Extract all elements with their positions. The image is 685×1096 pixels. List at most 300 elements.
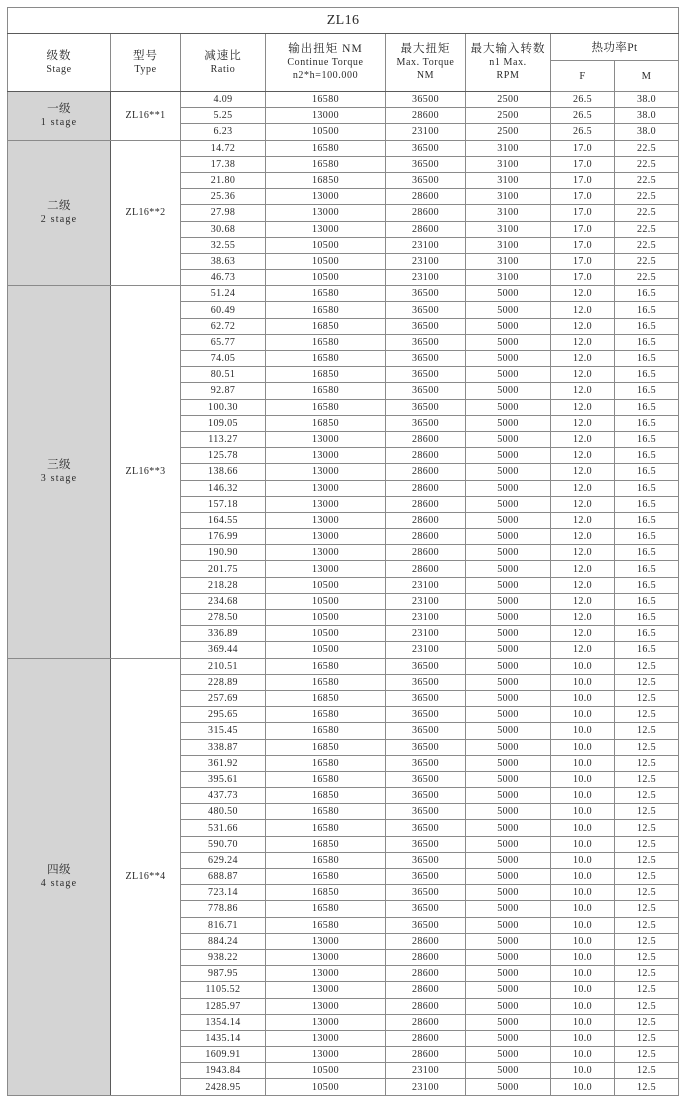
thermal-m-value: 12.5 xyxy=(615,869,679,885)
thermal-f-value: 17.0 xyxy=(551,205,615,221)
thermal-m-value: 12.5 xyxy=(615,949,679,965)
thermal-f-value: 17.0 xyxy=(551,140,615,156)
max-rpm-value: 5000 xyxy=(466,723,551,739)
max-rpm-value: 5000 xyxy=(466,966,551,982)
thermal-f-value: 10.0 xyxy=(551,1063,615,1079)
thermal-m-value: 12.5 xyxy=(615,820,679,836)
thermal-m-value: 16.5 xyxy=(615,448,679,464)
thermal-m-value: 12.5 xyxy=(615,885,679,901)
thermal-f-value: 12.0 xyxy=(551,351,615,367)
max-rpm-value: 2500 xyxy=(466,124,551,140)
max-rpm-value: 3100 xyxy=(466,156,551,172)
max-rpm-value: 5000 xyxy=(466,383,551,399)
max-torque-value: 28600 xyxy=(386,221,466,237)
thermal-f-value: 12.0 xyxy=(551,529,615,545)
thermal-f-value: 12.0 xyxy=(551,302,615,318)
thermal-m-value: 16.5 xyxy=(615,351,679,367)
thermal-m-value: 12.5 xyxy=(615,836,679,852)
ratio-value: 1943.84 xyxy=(181,1063,266,1079)
ratio-value: 278.50 xyxy=(181,610,266,626)
continue-torque-value: 10500 xyxy=(266,1079,386,1095)
thermal-m-value: 12.5 xyxy=(615,966,679,982)
max-rpm-value: 5000 xyxy=(466,820,551,836)
max-rpm-value: 5000 xyxy=(466,998,551,1014)
thermal-m-value: 12.5 xyxy=(615,1030,679,1046)
stage-cell-1 xyxy=(8,92,111,141)
max-torque-value: 36500 xyxy=(386,658,466,674)
continue-torque-value: 13000 xyxy=(266,545,386,561)
max-rpm-value: 5000 xyxy=(466,399,551,415)
max-torque-value: 36500 xyxy=(386,739,466,755)
ratio-value: 437.73 xyxy=(181,788,266,804)
max-rpm-value: 5000 xyxy=(466,788,551,804)
max-rpm-value: 5000 xyxy=(466,318,551,334)
max-torque-value: 36500 xyxy=(386,156,466,172)
thermal-f-value: 17.0 xyxy=(551,221,615,237)
max-rpm-value: 5000 xyxy=(466,496,551,512)
max-rpm-value: 2500 xyxy=(466,92,551,108)
column-header-thermal-power: 热功率Pt xyxy=(551,34,679,61)
table-row xyxy=(8,286,679,302)
stage-cell-4 xyxy=(8,658,111,1095)
ratio-value: 1609.91 xyxy=(181,1047,266,1063)
column-header-type xyxy=(111,34,181,92)
ratio-value: 1105.52 xyxy=(181,982,266,998)
thermal-m-value: 16.5 xyxy=(615,431,679,447)
continue-torque-value: 13000 xyxy=(266,464,386,480)
thermal-m-value: 12.5 xyxy=(615,690,679,706)
max-rpm-value: 5000 xyxy=(466,690,551,706)
thermal-f-value: 10.0 xyxy=(551,998,615,1014)
max-torque-value: 36500 xyxy=(386,334,466,350)
document-title: ZL16 xyxy=(8,8,679,34)
max-torque-value: 36500 xyxy=(386,836,466,852)
max-rpm-value: 5000 xyxy=(466,415,551,431)
max-rpm-value: 5000 xyxy=(466,626,551,642)
max-rpm-value: 3100 xyxy=(466,253,551,269)
max-rpm-value: 5000 xyxy=(466,739,551,755)
thermal-f-value: 10.0 xyxy=(551,933,615,949)
thermal-m-value: 12.5 xyxy=(615,739,679,755)
thermal-f-value: 12.0 xyxy=(551,480,615,496)
thermal-m-value: 12.5 xyxy=(615,901,679,917)
stage-label-cn: 三级 xyxy=(47,458,71,471)
type-cell-2: ZL16**2 xyxy=(111,140,181,286)
max-rpm-value: 5000 xyxy=(466,755,551,771)
max-rpm-value: 5000 xyxy=(466,885,551,901)
ratio-value: 138.66 xyxy=(181,464,266,480)
continue-torque-value: 13000 xyxy=(266,1014,386,1030)
ratio-value: 201.75 xyxy=(181,561,266,577)
ratio-value: 338.87 xyxy=(181,739,266,755)
thermal-f-value: 12.0 xyxy=(551,593,615,609)
ratio-value: 92.87 xyxy=(181,383,266,399)
thermal-f-value: 10.0 xyxy=(551,804,615,820)
ratio-value: 176.99 xyxy=(181,529,266,545)
thermal-m-value: 12.5 xyxy=(615,1063,679,1079)
ratio-value: 210.51 xyxy=(181,658,266,674)
ratio-value: 6.23 xyxy=(181,124,266,140)
thermal-f-value: 10.0 xyxy=(551,788,615,804)
thermal-f-value: 12.0 xyxy=(551,318,615,334)
thermal-m-value: 16.5 xyxy=(615,545,679,561)
max-rpm-value: 5000 xyxy=(466,448,551,464)
continue-torque-value: 16580 xyxy=(266,917,386,933)
ratio-value: 113.27 xyxy=(181,431,266,447)
thermal-f-value: 10.0 xyxy=(551,1014,615,1030)
max-rpm-value: 3100 xyxy=(466,172,551,188)
max-torque-value: 28600 xyxy=(386,545,466,561)
continue-torque-value: 16850 xyxy=(266,788,386,804)
continue-torque-value: 10500 xyxy=(266,642,386,658)
type-cell-4: ZL16**4 xyxy=(111,658,181,1095)
max-torque-value: 28600 xyxy=(386,512,466,528)
max-torque-value: 28600 xyxy=(386,431,466,447)
thermal-m-value: 12.5 xyxy=(615,1014,679,1030)
max-torque-value: 36500 xyxy=(386,707,466,723)
ratio-value: 531.66 xyxy=(181,820,266,836)
ratio-value: 590.70 xyxy=(181,836,266,852)
max-rpm-value: 5000 xyxy=(466,836,551,852)
continue-torque-value: 13000 xyxy=(266,189,386,205)
ratio-value: 65.77 xyxy=(181,334,266,350)
thermal-f-value: 10.0 xyxy=(551,707,615,723)
stage-label-en: 3 stage xyxy=(40,472,78,484)
continue-torque-value: 10500 xyxy=(266,270,386,286)
header-ratio-en: Ratio xyxy=(210,63,236,75)
max-rpm-value: 3100 xyxy=(466,221,551,237)
continue-torque-value: 10500 xyxy=(266,124,386,140)
max-torque-value: 23100 xyxy=(386,270,466,286)
continue-torque-value: 10500 xyxy=(266,593,386,609)
max-torque-value: 36500 xyxy=(386,92,466,108)
thermal-f-value: 10.0 xyxy=(551,674,615,690)
thermal-f-value: 10.0 xyxy=(551,885,615,901)
ratio-value: 38.63 xyxy=(181,253,266,269)
thermal-m-value: 12.5 xyxy=(615,707,679,723)
thermal-m-value: 12.5 xyxy=(615,852,679,868)
thermal-m-value: 16.5 xyxy=(615,415,679,431)
thermal-f-value: 10.0 xyxy=(551,901,615,917)
continue-torque-value: 10500 xyxy=(266,610,386,626)
ratio-value: 146.32 xyxy=(181,480,266,496)
thermal-m-value: 16.5 xyxy=(615,529,679,545)
ratio-value: 5.25 xyxy=(181,108,266,124)
max-torque-value: 28600 xyxy=(386,1014,466,1030)
max-rpm-value: 5000 xyxy=(466,804,551,820)
max-torque-value: 28600 xyxy=(386,966,466,982)
continue-torque-value: 16580 xyxy=(266,92,386,108)
stage-label-cn: 二级 xyxy=(47,199,71,212)
thermal-f-value: 12.0 xyxy=(551,383,615,399)
header-row-main xyxy=(8,34,679,61)
ratio-value: 361.92 xyxy=(181,755,266,771)
max-torque-value: 36500 xyxy=(386,901,466,917)
max-torque-value: 28600 xyxy=(386,1047,466,1063)
max-torque-value: 28600 xyxy=(386,464,466,480)
column-header-continue-torque xyxy=(266,34,386,92)
thermal-f-value: 10.0 xyxy=(551,658,615,674)
continue-torque-value: 13000 xyxy=(266,205,386,221)
thermal-m-value: 22.5 xyxy=(615,205,679,221)
max-torque-value: 28600 xyxy=(386,561,466,577)
max-rpm-value: 5000 xyxy=(466,1063,551,1079)
max-rpm-value: 5000 xyxy=(466,351,551,367)
max-rpm-value: 2500 xyxy=(466,108,551,124)
continue-torque-value: 16850 xyxy=(266,739,386,755)
continue-torque-value: 13000 xyxy=(266,448,386,464)
max-rpm-value: 5000 xyxy=(466,707,551,723)
max-torque-value: 23100 xyxy=(386,593,466,609)
continue-torque-value: 10500 xyxy=(266,626,386,642)
type-cell-3: ZL16**3 xyxy=(111,286,181,658)
thermal-f-value: 10.0 xyxy=(551,836,615,852)
max-rpm-value: 5000 xyxy=(466,334,551,350)
header-max-torque-cn: 最大扭矩 xyxy=(400,43,451,55)
continue-torque-value: 16580 xyxy=(266,723,386,739)
header-type-cn: 型号 xyxy=(133,49,158,62)
header-stage-en: Stage xyxy=(46,63,72,75)
column-header-max-torque xyxy=(386,34,466,92)
continue-torque-value: 10500 xyxy=(266,577,386,593)
thermal-f-value: 10.0 xyxy=(551,1030,615,1046)
max-rpm-value: 5000 xyxy=(466,1047,551,1063)
max-torque-value: 36500 xyxy=(386,788,466,804)
max-torque-value: 36500 xyxy=(386,820,466,836)
ratio-value: 80.51 xyxy=(181,367,266,383)
thermal-m-value: 16.5 xyxy=(615,610,679,626)
thermal-m-value: 22.5 xyxy=(615,270,679,286)
thermal-m-value: 16.5 xyxy=(615,367,679,383)
max-torque-value: 36500 xyxy=(386,917,466,933)
max-torque-value: 28600 xyxy=(386,496,466,512)
continue-torque-value: 13000 xyxy=(266,1047,386,1063)
thermal-f-value: 10.0 xyxy=(551,771,615,787)
thermal-f-value: 12.0 xyxy=(551,626,615,642)
continue-torque-value: 13000 xyxy=(266,982,386,998)
ratio-value: 14.72 xyxy=(181,140,266,156)
stage-cell-2 xyxy=(8,140,111,286)
ratio-value: 27.98 xyxy=(181,205,266,221)
max-torque-value: 28600 xyxy=(386,998,466,1014)
ratio-value: 816.71 xyxy=(181,917,266,933)
max-torque-value: 28600 xyxy=(386,205,466,221)
ratio-value: 228.89 xyxy=(181,674,266,690)
max-rpm-value: 5000 xyxy=(466,577,551,593)
continue-torque-value: 16580 xyxy=(266,383,386,399)
continue-torque-value: 16580 xyxy=(266,302,386,318)
max-rpm-value: 5000 xyxy=(466,610,551,626)
max-torque-value: 36500 xyxy=(386,140,466,156)
ratio-value: 109.05 xyxy=(181,415,266,431)
thermal-f-value: 17.0 xyxy=(551,253,615,269)
continue-torque-value: 13000 xyxy=(266,966,386,982)
continue-torque-value: 13000 xyxy=(266,1030,386,1046)
thermal-f-value: 12.0 xyxy=(551,334,615,350)
thermal-m-value: 16.5 xyxy=(615,496,679,512)
ratio-value: 257.69 xyxy=(181,690,266,706)
max-torque-value: 23100 xyxy=(386,1063,466,1079)
max-torque-value: 23100 xyxy=(386,1079,466,1095)
table-body xyxy=(8,92,679,1096)
title-row xyxy=(8,8,679,34)
max-torque-value: 28600 xyxy=(386,949,466,965)
max-rpm-value: 5000 xyxy=(466,286,551,302)
thermal-f-value: 17.0 xyxy=(551,156,615,172)
thermal-m-value: 22.5 xyxy=(615,221,679,237)
ratio-value: 46.73 xyxy=(181,270,266,286)
ratio-value: 100.30 xyxy=(181,399,266,415)
header-stage-cn: 级数 xyxy=(46,49,72,62)
thermal-m-value: 12.5 xyxy=(615,982,679,998)
max-torque-value: 36500 xyxy=(386,399,466,415)
thermal-f-value: 10.0 xyxy=(551,917,615,933)
thermal-f-value: 12.0 xyxy=(551,415,615,431)
thermal-f-value: 10.0 xyxy=(551,723,615,739)
max-torque-value: 36500 xyxy=(386,804,466,820)
thermal-m-value: 22.5 xyxy=(615,253,679,269)
header-continue-torque-en: Continue Torque xyxy=(287,57,364,68)
ratio-value: 778.86 xyxy=(181,901,266,917)
ratio-value: 4.09 xyxy=(181,92,266,108)
max-rpm-value: 5000 xyxy=(466,901,551,917)
max-torque-value: 36500 xyxy=(386,415,466,431)
continue-torque-value: 16580 xyxy=(266,334,386,350)
continue-torque-value: 13000 xyxy=(266,496,386,512)
thermal-m-value: 38.0 xyxy=(615,108,679,124)
header-continue-torque-en2: n2*h=100.000 xyxy=(292,70,359,81)
thermal-f-value: 26.5 xyxy=(551,124,615,140)
column-header-max-rpm xyxy=(466,34,551,92)
thermal-f-value: 10.0 xyxy=(551,739,615,755)
thermal-f-value: 12.0 xyxy=(551,399,615,415)
thermal-f-value: 10.0 xyxy=(551,966,615,982)
thermal-f-value: 12.0 xyxy=(551,512,615,528)
ratio-value: 480.50 xyxy=(181,804,266,820)
continue-torque-value: 16580 xyxy=(266,804,386,820)
max-rpm-value: 5000 xyxy=(466,852,551,868)
max-rpm-value: 5000 xyxy=(466,464,551,480)
continue-torque-value: 16580 xyxy=(266,820,386,836)
continue-torque-value: 16580 xyxy=(266,707,386,723)
continue-torque-value: 16850 xyxy=(266,836,386,852)
header-max-rpm-en: n1 Max. xyxy=(489,57,527,68)
continue-torque-value: 13000 xyxy=(266,561,386,577)
ratio-value: 60.49 xyxy=(181,302,266,318)
thermal-m-value: 16.5 xyxy=(615,302,679,318)
max-rpm-value: 5000 xyxy=(466,933,551,949)
thermal-f-value: 17.0 xyxy=(551,172,615,188)
header-max-rpm-en2: RPM xyxy=(496,70,520,81)
thermal-m-value: 16.5 xyxy=(615,334,679,350)
max-torque-value: 36500 xyxy=(386,302,466,318)
max-rpm-value: 5000 xyxy=(466,1079,551,1095)
max-rpm-value: 5000 xyxy=(466,480,551,496)
max-torque-value: 36500 xyxy=(386,383,466,399)
continue-torque-value: 16850 xyxy=(266,885,386,901)
max-rpm-value: 5000 xyxy=(466,917,551,933)
stage-label-en: 2 stage xyxy=(40,213,78,225)
thermal-f-value: 12.0 xyxy=(551,642,615,658)
continue-torque-value: 16580 xyxy=(266,658,386,674)
thermal-m-value: 22.5 xyxy=(615,237,679,253)
ratio-value: 723.14 xyxy=(181,885,266,901)
thermal-m-value: 16.5 xyxy=(615,383,679,399)
column-header-thermal-f: F xyxy=(551,61,615,92)
table-row xyxy=(8,658,679,674)
thermal-f-value: 12.0 xyxy=(551,561,615,577)
continue-torque-value: 13000 xyxy=(266,480,386,496)
thermal-m-value: 22.5 xyxy=(615,172,679,188)
continue-torque-value: 10500 xyxy=(266,237,386,253)
max-rpm-value: 5000 xyxy=(466,529,551,545)
ratio-value: 295.65 xyxy=(181,707,266,723)
thermal-m-value: 16.5 xyxy=(615,480,679,496)
max-rpm-value: 3100 xyxy=(466,205,551,221)
max-torque-value: 36500 xyxy=(386,690,466,706)
continue-torque-value: 16580 xyxy=(266,771,386,787)
continue-torque-value: 10500 xyxy=(266,253,386,269)
continue-torque-value: 16580 xyxy=(266,351,386,367)
thermal-m-value: 16.5 xyxy=(615,577,679,593)
gearbox-spec-table xyxy=(7,7,679,1096)
thermal-m-value: 16.5 xyxy=(615,561,679,577)
thermal-f-value: 10.0 xyxy=(551,1047,615,1063)
ratio-value: 884.24 xyxy=(181,933,266,949)
max-torque-value: 36500 xyxy=(386,885,466,901)
continue-torque-value: 16580 xyxy=(266,869,386,885)
table-header xyxy=(8,8,679,92)
stage-cell-3 xyxy=(8,286,111,658)
thermal-m-value: 16.5 xyxy=(615,626,679,642)
ratio-value: 25.36 xyxy=(181,189,266,205)
stage-label-cn: 四级 xyxy=(47,863,71,876)
header-ratio-cn: 减速比 xyxy=(204,49,242,62)
stage-label-en: 1 stage xyxy=(40,116,78,128)
continue-torque-value: 13000 xyxy=(266,933,386,949)
max-rpm-value: 5000 xyxy=(466,593,551,609)
continue-torque-value: 16580 xyxy=(266,901,386,917)
max-torque-value: 36500 xyxy=(386,367,466,383)
max-rpm-value: 5000 xyxy=(466,1014,551,1030)
max-rpm-value: 5000 xyxy=(466,561,551,577)
max-torque-value: 23100 xyxy=(386,626,466,642)
continue-torque-value: 16580 xyxy=(266,674,386,690)
max-rpm-value: 3100 xyxy=(466,237,551,253)
ratio-value: 30.68 xyxy=(181,221,266,237)
max-torque-value: 28600 xyxy=(386,448,466,464)
thermal-m-value: 16.5 xyxy=(615,399,679,415)
thermal-m-value: 12.5 xyxy=(615,788,679,804)
ratio-value: 395.61 xyxy=(181,771,266,787)
ratio-value: 629.24 xyxy=(181,852,266,868)
max-torque-value: 36500 xyxy=(386,755,466,771)
max-rpm-value: 5000 xyxy=(466,545,551,561)
max-torque-value: 23100 xyxy=(386,642,466,658)
max-torque-value: 28600 xyxy=(386,933,466,949)
ratio-value: 336.89 xyxy=(181,626,266,642)
continue-torque-value: 10500 xyxy=(266,1063,386,1079)
thermal-f-value: 10.0 xyxy=(551,690,615,706)
max-torque-value: 28600 xyxy=(386,189,466,205)
header-type-en: Type xyxy=(134,63,157,75)
thermal-f-value: 12.0 xyxy=(551,286,615,302)
ratio-value: 1435.14 xyxy=(181,1030,266,1046)
ratio-value: 125.78 xyxy=(181,448,266,464)
ratio-value: 938.22 xyxy=(181,949,266,965)
ratio-value: 21.80 xyxy=(181,172,266,188)
continue-torque-value: 13000 xyxy=(266,949,386,965)
